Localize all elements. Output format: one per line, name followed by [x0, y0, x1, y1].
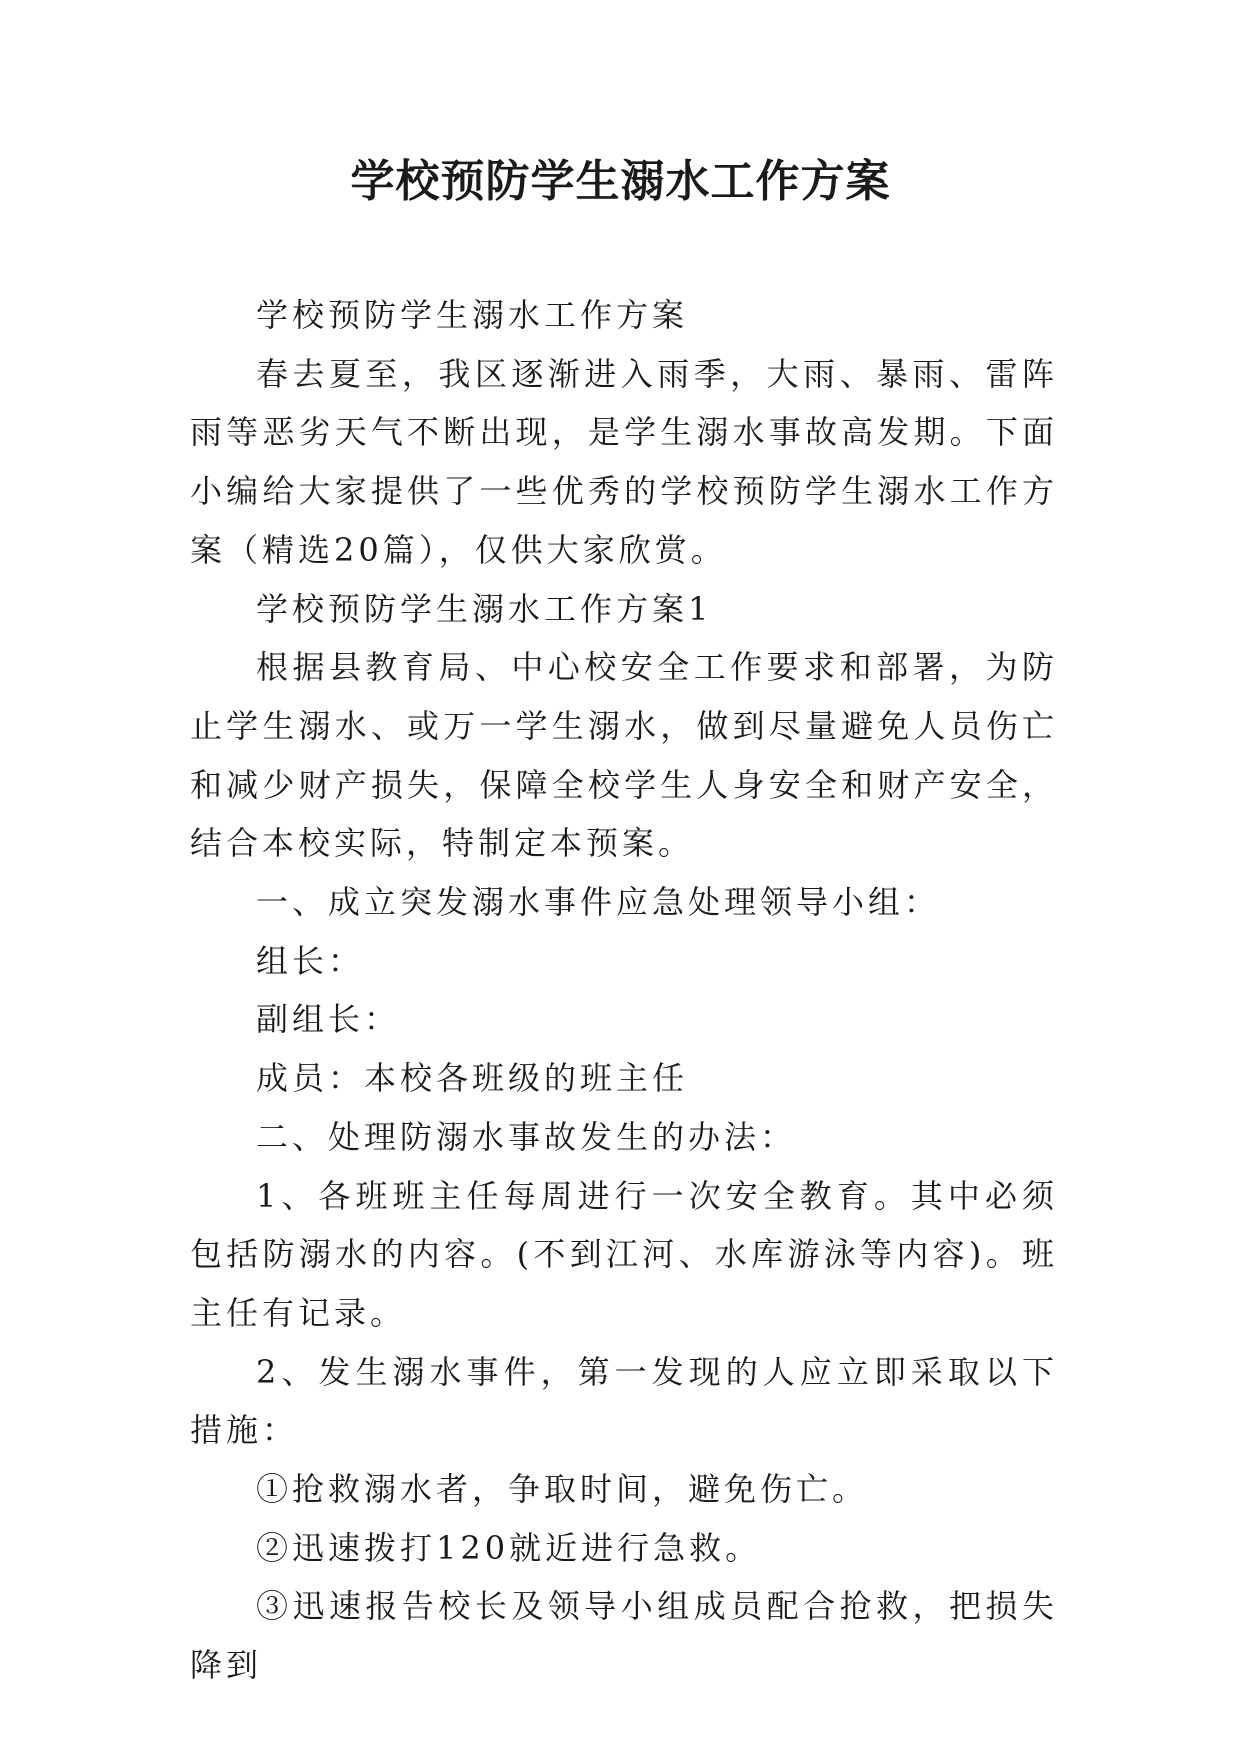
paragraph: ③迅速报告校长及领导小组成员配合抢救，把损失降到 — [190, 1587, 1058, 1685]
paragraph: 春去夏至，我区逐渐进入雨季，大雨、暴雨、雷阵雨等恶劣天气不断出现，是学生溺水事故高发期。下面小编给大家提供了一些优秀的学校预防学生溺水工作方案（精选20篇），仅供大家欣赏。 — [190, 354, 1058, 569]
paragraph: 组长： — [256, 941, 365, 980]
paragraph: 成员：本校各班级的班主任 — [256, 1059, 689, 1098]
paragraph: 副组长： — [256, 1000, 401, 1039]
paragraph: ①抢救溺水者，争取时间，避免伤亡。 — [256, 1470, 869, 1509]
paragraph: 学校预防学生溺水工作方案1 — [256, 589, 713, 628]
paragraph: 一、成立突发溺水事件应急处理领导小组： — [256, 883, 941, 922]
paragraph: 学校预防学生溺水工作方案 — [256, 296, 689, 334]
paragraph: 1、各班班主任每周进行一次安全教育。其中必须包括防溺水的内容。(不到江河、水库游泳等内容)。班主任有记录。 — [190, 1176, 1058, 1332]
paragraph: ②迅速拨打120就近进行急救。 — [256, 1528, 762, 1567]
document-title: 学校预防学生溺水工作方案 — [350, 156, 891, 207]
paragraph: 二、处理防溺水事故发生的办法： — [256, 1117, 797, 1156]
paragraph: 根据县教育局、中心校安全工作要求和部署，为防止学生溺水、或万一学生溺水，做到尽量避免人员伤亡和减少财产损失，保障全校学生人身安全和财产安全，结合本校实际，特制定本预案。 — [190, 648, 1058, 863]
paragraph: 2、发生溺水事件，第一发现的人应立即采取以下措施： — [190, 1352, 1058, 1450]
document-body — [190, 286, 1058, 1695]
